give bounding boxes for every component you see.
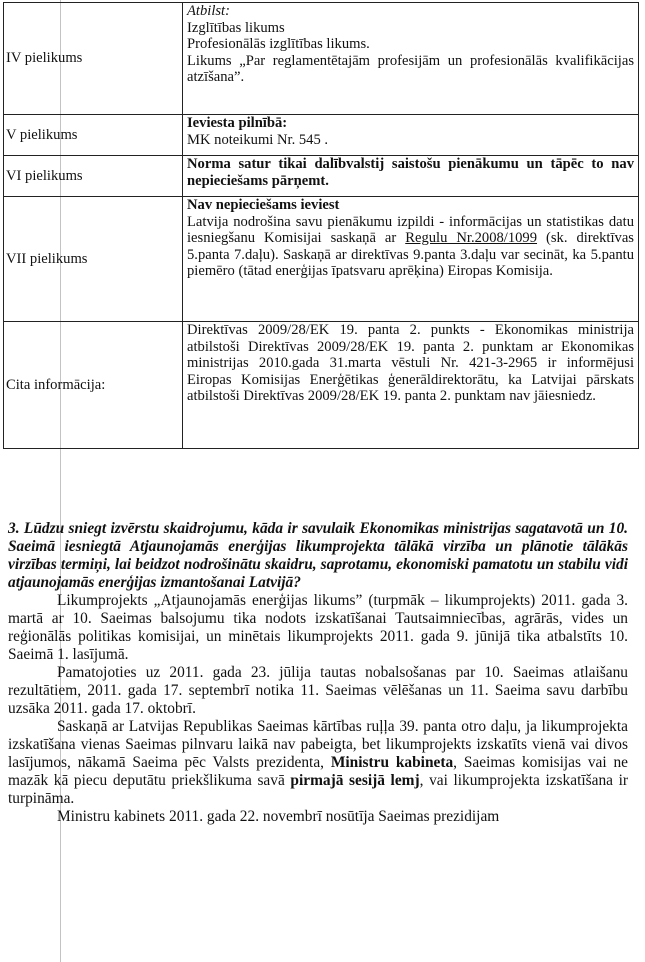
emphasis: Ministru kabineta — [330, 754, 454, 771]
row-content — [183, 115, 639, 156]
document-body — [8, 520, 628, 826]
question-heading: 3. Lūdzu sniegt izvērstu skaidrojumu, kāda ir savulaik Ekonomikas ministrijas sagatavotā un 10. Saeimā iesniegtā Atjaunojamās enerģijas likumprojekta tālākā virzība un plānotie tālākās virzības termiņi, lai beidzot nodrošinātu skaidru, saprotamu, ekonomiski pamatotu un stabilu vidi atjaunojamās enerģijas izmantošanai Latvijā? — [8, 520, 628, 591]
row-paragraph — [187, 214, 634, 280]
paragraph-text: Saskaņā ar Latvijas Republikas Saeimas kārtības ruļļa 39. panta otro daļu, ja likumprojekta izskatīšana vienas Saeimas pilnvaru laikā nav pabeigta, bet likumprojekts izskatīts vienā vai divos lasījumos, nākamā Saeima pēc Valsts prezidenta, — [8, 718, 628, 771]
paragraph-text: , Saeimas komisijas vai ne mazāk kā piecu deputātu priekšlikuma savā — [8, 754, 629, 789]
row-line: Profesionālās izglītības likums. — [187, 36, 370, 52]
row-line: Likums „Par reglamentētajām profesijām un profesionālās kvalifikācijas atzīšana”. — [187, 52, 634, 85]
row-content — [183, 322, 639, 449]
paragraph — [8, 718, 628, 808]
table-row — [4, 3, 639, 115]
annex-table — [3, 2, 639, 449]
row-text: (sk. direktīvas 5.panta 7.daļu). Saskaņā ar direktīvas 9.panta 3.daļu var secināt, ka 5.pantu piemēro (tātad enerģijas īpatsvaru aprēķina) Eiropas Komisija. — [187, 230, 634, 279]
emphasis: pirmajā sesijā lemj — [290, 772, 420, 789]
row-text: Latvija nodrošina savu pienākumu izpildi - informācijas un statistikas datu iesniegšanu Komisijai saskaņā ar — [187, 213, 634, 246]
row-head: Ieviesta pilnībā: — [187, 115, 288, 131]
table-row — [4, 197, 639, 322]
row-head: Atbilst: — [187, 3, 230, 19]
row-label: VI pielikums — [4, 156, 183, 197]
row-line: Izglītības likums — [187, 19, 285, 36]
regulation-link[interactable]: Regulu Nr.2008/1099 — [405, 230, 538, 246]
row-line: MK noteikumi Nr. 545 . — [187, 131, 329, 148]
row-label: IV pielikums — [4, 3, 183, 115]
paragraph: Likumprojekts „Atjaunojamās enerģijas likums” (turpmāk – likumprojekts) 2011. gada 3. martā ar 10. Saeimas balsojumu tika nodots izskatīšanai Tautsaimniecības, agrārās, vides un reģionālās politikas komisijai, un minētais likumprojekts 2011. gada 9. jūnijā tika atbalstīts 10. Saeimā 1. lasījumā. — [8, 592, 628, 663]
paragraph-text: , vai likumprojekta izskatīšana ir turpināma. — [8, 772, 628, 807]
table-row — [4, 322, 639, 449]
table-row — [4, 156, 639, 197]
paragraph: Ministru kabinets 2011. gada 22. novembrī nosūtīja Saeimas prezidijam — [57, 808, 500, 825]
row-text: Direktīvas 2009/28/EK 19. panta 2. punkts - Ekonomikas ministrija atbilstoši Direktīvas 2009/28/EK 19. panta 2. punktam ar Ekonomikas ministrijas 2010.gada 31.marta vēstuli Nr. 421-3-2965 ir informējusi Eiropas Komisijas Enerģētikas ģenerāldirektorātu, ka Latvijai pārskats atbilstoši Direktīvas 2009/28/EK 19. panta 2. punktam nav jāiesniedz. — [187, 322, 634, 404]
row-head: Nav nepieciešams ieviest — [187, 197, 340, 213]
paragraph: Pamatojoties uz 2011. gada 23. jūlija tautas nobalsošanas par 10. Saeimas atlaišanu rezultātiem, 2011. gada 17. septembrī notika 11. Saeimas vēlēšanas un 11. Saeima savu darbību uzsāka 2011. gada 17. oktobrī. — [8, 664, 628, 717]
row-label: VII pielikums — [4, 197, 183, 322]
row-content — [183, 156, 639, 197]
row-content — [183, 197, 639, 322]
row-content — [183, 3, 639, 115]
row-label: V pielikums — [4, 115, 183, 156]
row-head: Norma satur tikai dalībvalstij saistošu pienākumu un tāpēc to nav nepieciešams pārņemt. — [187, 156, 634, 189]
table-row — [4, 115, 639, 156]
row-label: Cita informācija: — [4, 322, 183, 449]
